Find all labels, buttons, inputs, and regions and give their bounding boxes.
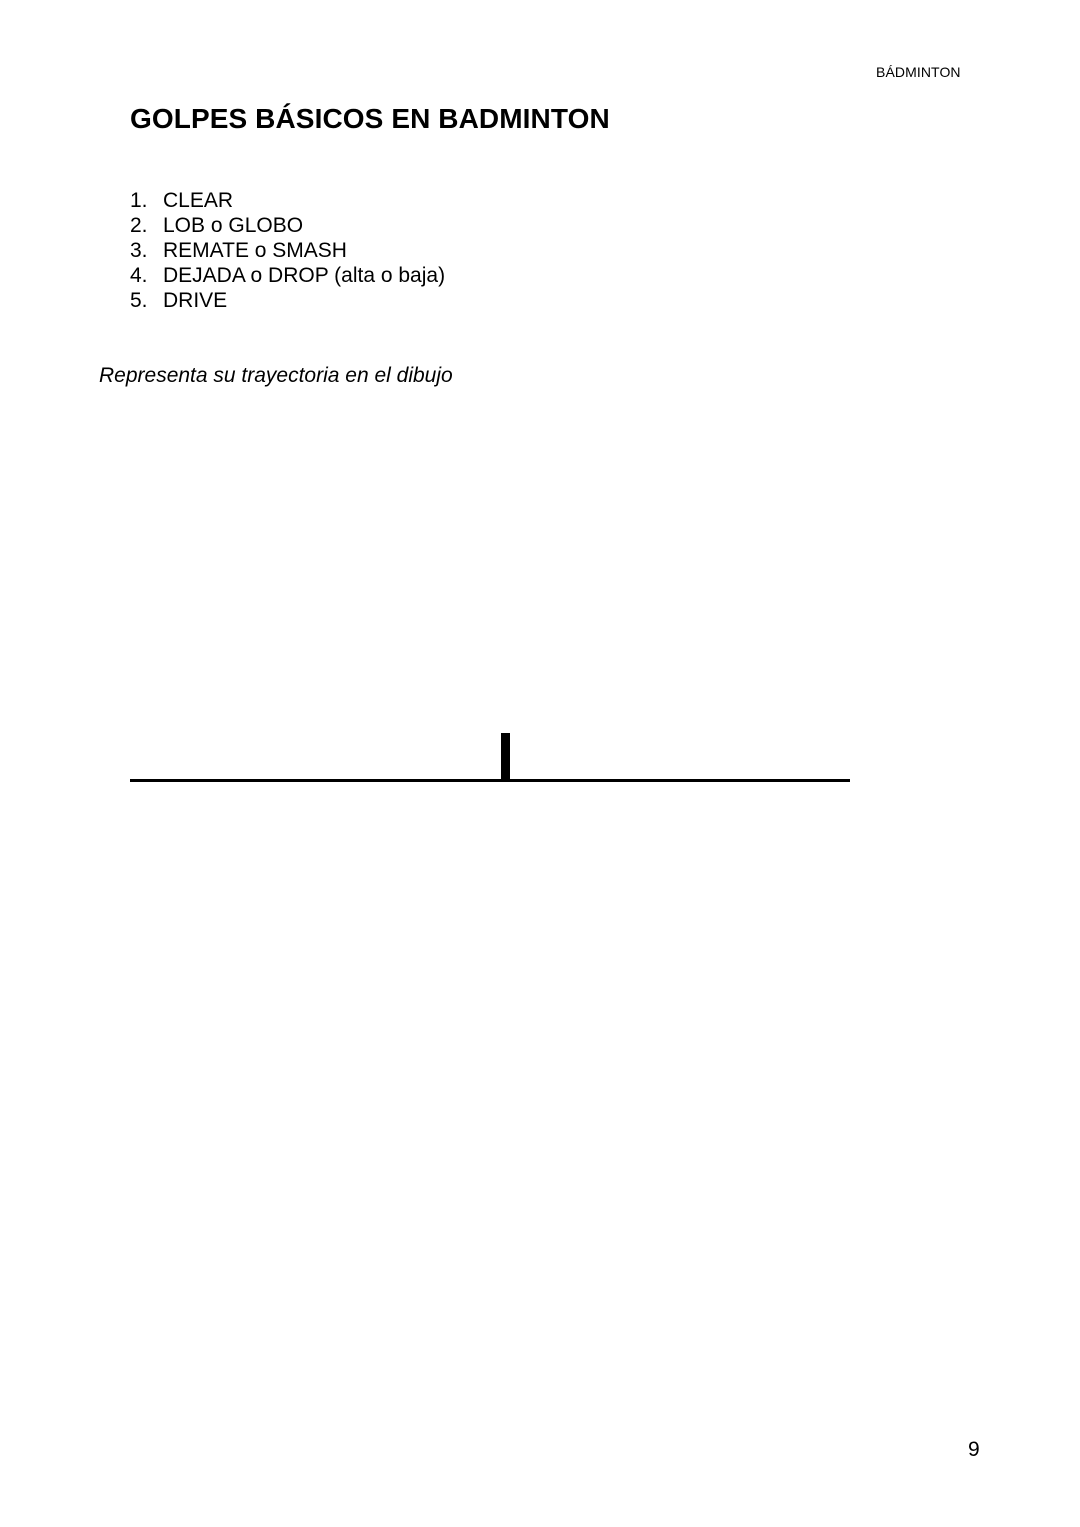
list-item: [130, 213, 445, 238]
court-net: [501, 733, 510, 780]
list-item-label: LOB o GLOBO: [163, 214, 304, 237]
list-item-number: 5.: [130, 289, 148, 312]
list-item-label: DEJADA o DROP (alta o baja): [163, 264, 446, 287]
list-item: [130, 238, 445, 263]
list-item-number: 2.: [130, 214, 148, 237]
list-item: [130, 263, 445, 288]
court-diagram: [130, 730, 850, 785]
list-item-label: CLEAR: [163, 189, 234, 212]
court-floor-line: [130, 779, 850, 782]
shot-list: [130, 188, 445, 313]
running-header: BÁDMINTON: [876, 64, 961, 80]
list-item-label: DRIVE: [163, 289, 228, 312]
list-item: [130, 188, 445, 213]
page-number: 9: [968, 1438, 980, 1461]
list-item-number: 4.: [130, 264, 148, 287]
list-item-number: 1.: [130, 189, 148, 212]
list-item: [130, 288, 445, 313]
list-item-number: 3.: [130, 239, 148, 262]
page-title: GOLPES BÁSICOS EN BADMINTON: [130, 103, 610, 134]
list-item-label: REMATE o SMASH: [163, 239, 347, 262]
instruction-text: Representa su trayectoria en el dibujo: [99, 364, 453, 387]
